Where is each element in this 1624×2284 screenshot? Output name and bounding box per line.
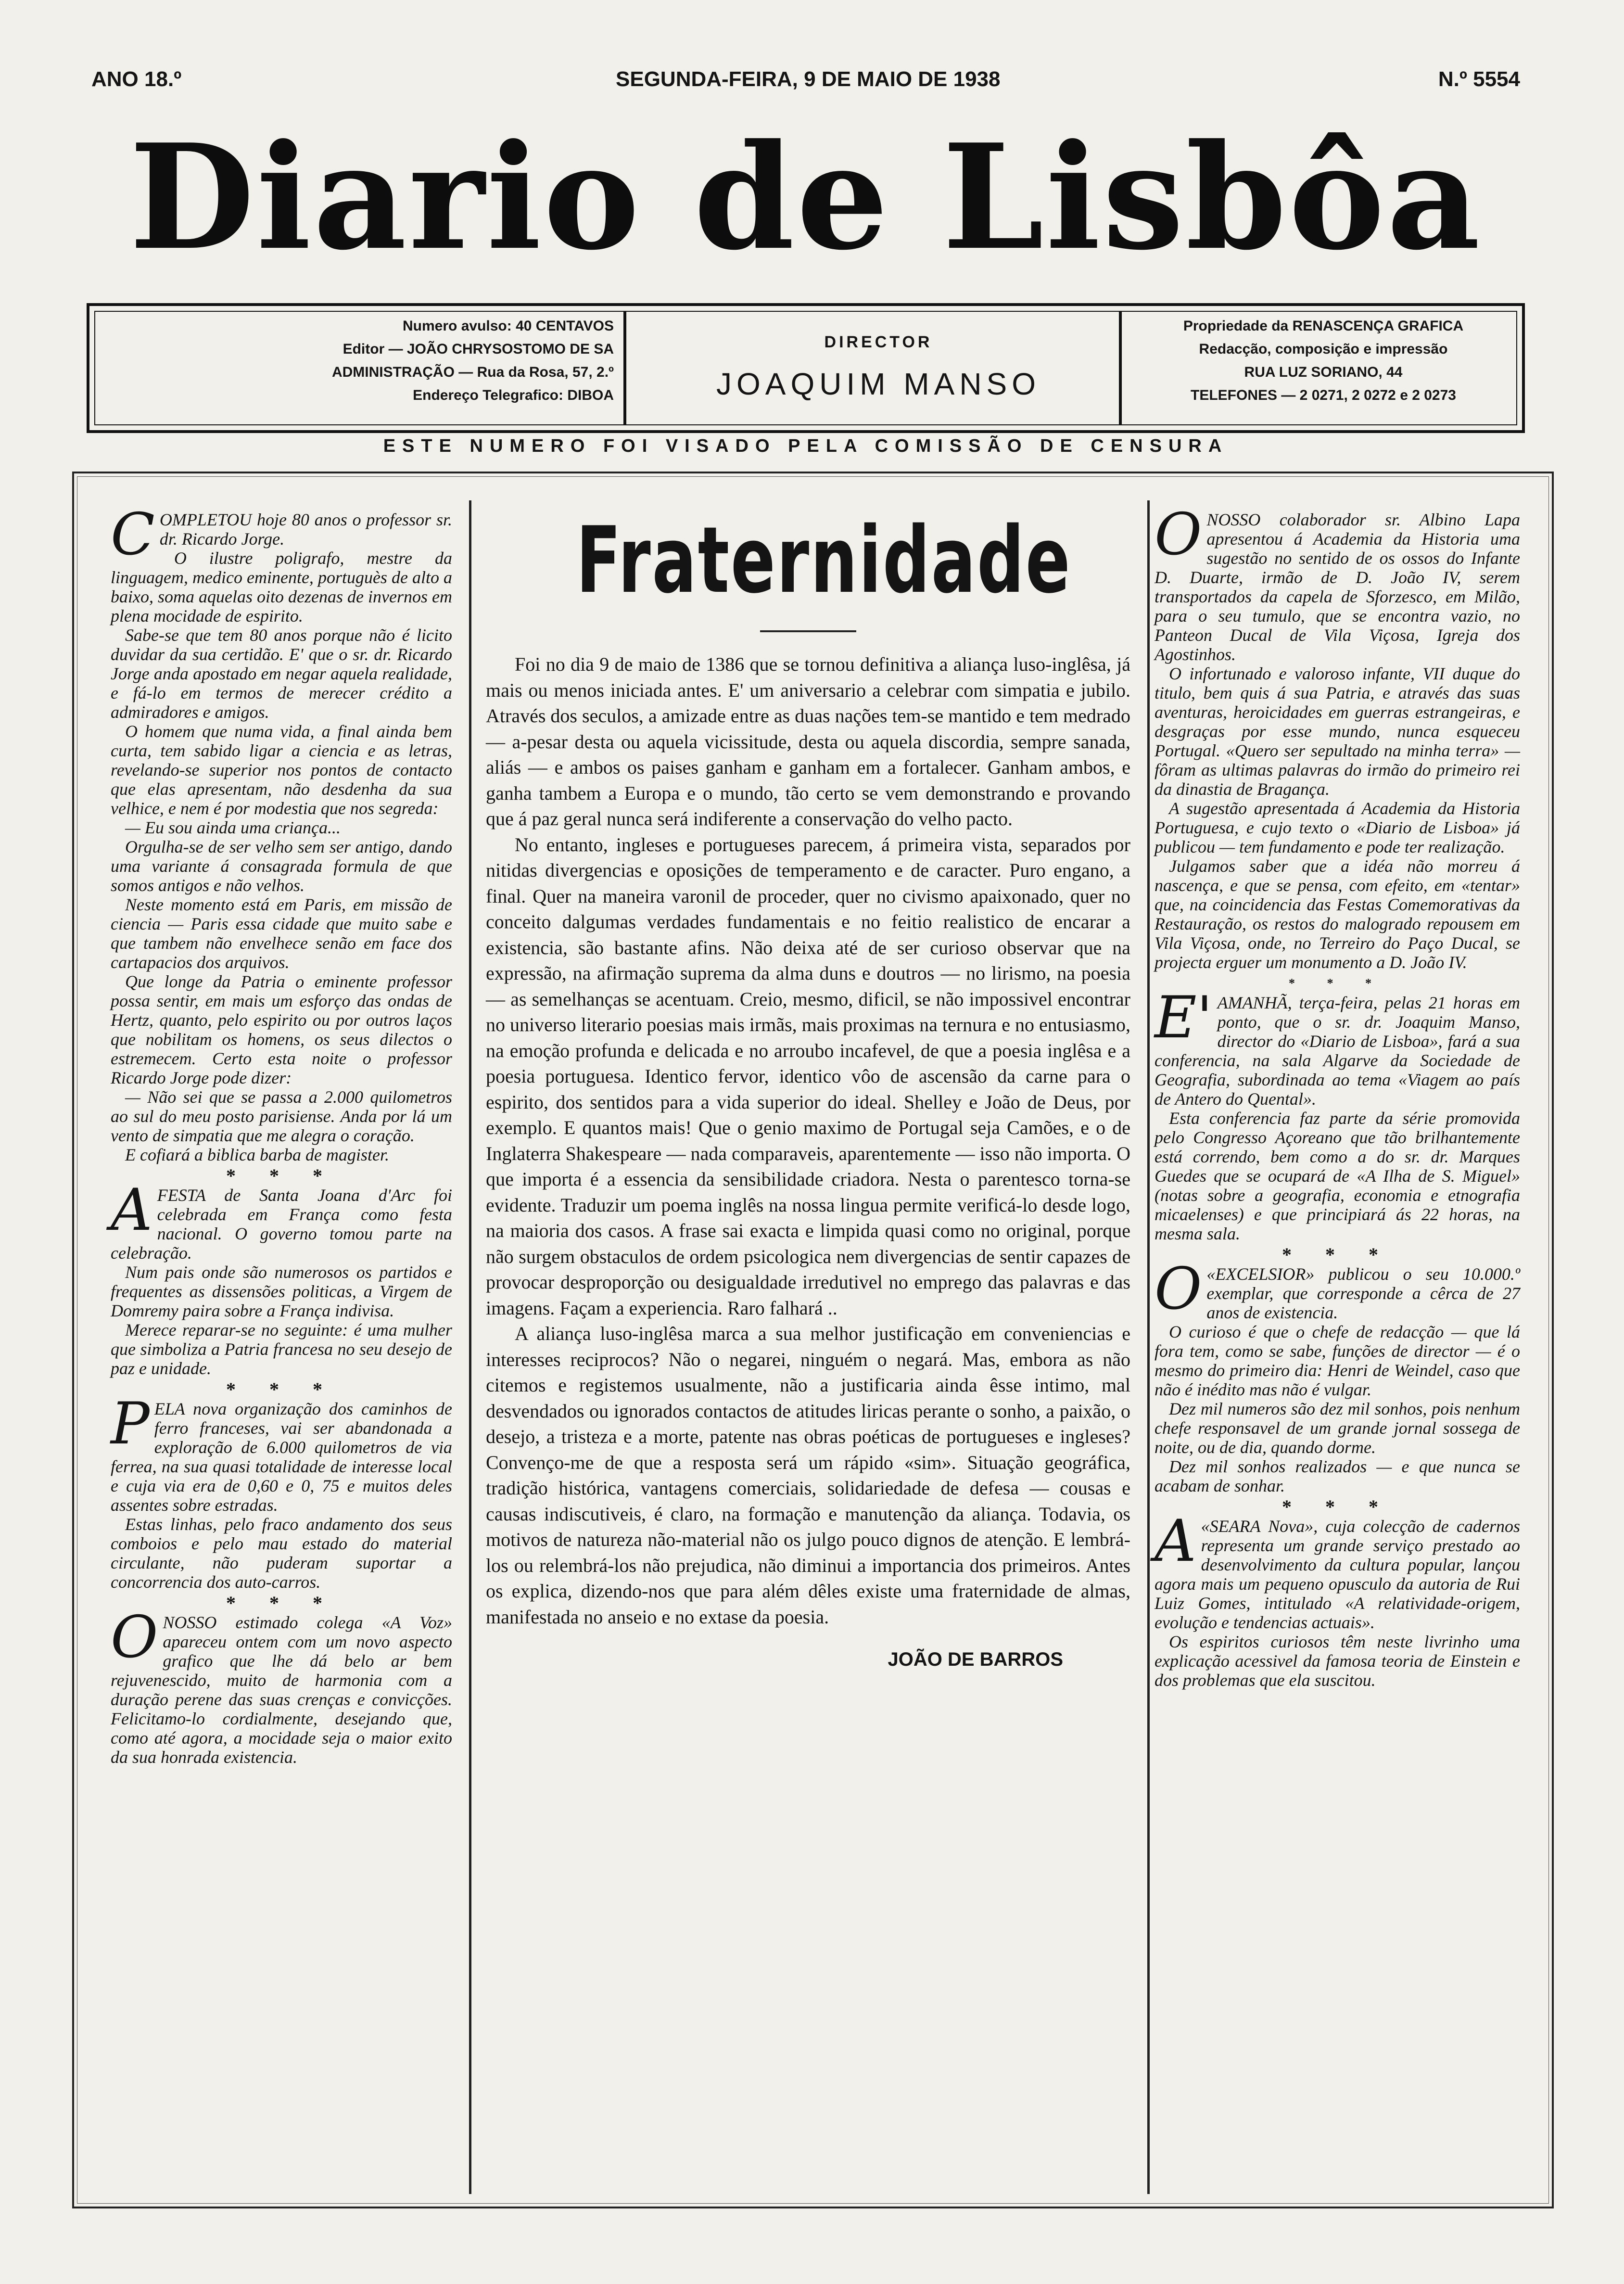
editor-line: Editor — JOÃO CHRYSOSTOMO DE SA bbox=[343, 341, 614, 357]
paragraph: A sugestão apresentada á Academia da Historia Portuguesa, e cujo texto o «Diario de Lisboa» já publicou — tem fundamento e pode ter realização. bbox=[1155, 799, 1520, 856]
column-rule bbox=[1147, 500, 1150, 2194]
paragraph: Esta conferencia faz parte da série promovida pelo Congresso Açoreano que tão brilhantemente está correndo, bem como a do sr. dr. Marques Guedes que se ocupará de «A Ilha de S. Miguel» (notas sobre a geografia, economia e etnografia micaelenses) e que principiará ás 22 horas, na mesma sala. bbox=[1155, 1109, 1520, 1243]
right-column bbox=[1155, 501, 1520, 1692]
paragraph: AMANHÃ, terça-feira, pelas 21 horas em ponto, que o sr. dr. Joaquim Manso, director do «Diario de Lisboa», fará a sua conferencia, na sala Algarve da Sociedade de Geografia, subordinada ao tema «Viagem ao país de Antero do Quental». bbox=[1155, 993, 1520, 1109]
headline-rule bbox=[760, 630, 856, 632]
price-line: Numero avulso: 40 CENTAVOS bbox=[403, 318, 614, 334]
drop-cap: O bbox=[1155, 501, 1202, 568]
paragraph: «SEARA Nova», cuja colecção de cadernos representa um grande serviço prestado ao desenvolvimento da cultura popular, lançou agora mais um pequeno opusculo da autoria de Rui Luiz Gomes, intitulado «A relatividade-origem, evolução e tendencias actuais». bbox=[1155, 1517, 1520, 1632]
paragraph: NOSSO colaborador sr. Albino Lapa apresentou á Academia da Historia uma sugestão no sentido de os ossos do Infante D. Duarte, irmão de D. João IV, serem transportados da capela de Sforzesco, em Milão, para o seu tumulo, que se encontra vazio, no Panteon Ducal de Vila Viçosa, Igreja dos Agostinhos. bbox=[1155, 510, 1520, 664]
paragraph: NOSSO estimado colega «A Voz» apareceu ontem com um novo aspecto grafico que lhe dá belo ar bem rejuvenescido, muito de harmonia com a duração perene das suas crenças e convicções. Felicitamo-lo cordialmente, desejando que, como até agora, a mocidade seja o maior exito da sua honrada existencia. bbox=[111, 1613, 452, 1767]
note-conferencia bbox=[1155, 984, 1520, 1243]
issue-date: SEGUNDA-FEIRA, 9 DE MAIO DE 1938 bbox=[616, 67, 1001, 91]
note-a-voz bbox=[111, 1604, 452, 1767]
phones-line: TELEFONES — 2 0271, 2 0272 e 2 0273 bbox=[1191, 387, 1456, 403]
paragraph: Neste momento está em Paris, em missão de ciencia — Paris essa cidade que muito sabe e que tambem não envelhece senão em face dos cartapacios dos arquivos. bbox=[111, 895, 452, 972]
redaction-line: Redacção, composição e impressão bbox=[1199, 341, 1448, 357]
paragraph: Orgulha-se de ser velho sem ser antigo, dando uma variante á consagrada formula de que somos antigos e não velhos. bbox=[111, 837, 452, 895]
drop-cap: A bbox=[1155, 1508, 1196, 1575]
info-divider bbox=[623, 312, 626, 424]
address-line: RUA LUZ SORIANO, 44 bbox=[1244, 364, 1403, 380]
paragraph: Estas linhas, pelo fraco andamento dos seus comboios e pelo mau estado do material circulante, não puderam suportar a concorrencia dos auto-carros. bbox=[111, 1515, 452, 1592]
drop-cap: P bbox=[111, 1391, 150, 1457]
director-name: JOAQUIM MANSO bbox=[716, 367, 1041, 401]
section-separator: * * * bbox=[226, 1378, 337, 1400]
paragraph: — Não sei que se passa a 2.000 quilometros ao sul do meu posto parisiense. Anda por lá um vento de simpatia que me alegra o coração. bbox=[111, 1087, 452, 1145]
info-director bbox=[643, 306, 1114, 430]
note-ricardo-jorge bbox=[111, 501, 452, 1164]
paragraph: O ilustre poligrafo, mestre da linguagem, medico eminente, portuguès de alto a baixo, soma aquelas oito dezenas de invernos em plena mocidade de espirito. bbox=[111, 549, 452, 625]
paragraph: Sabe-se que tem 80 anos porque não é licito duvidar da sua certidão. E' que o sr. dr. Ricardo Jorge anda apostado em negar aquela realidade, e fá-lo em termos de merecer crédito a admiradores e amigos. bbox=[111, 625, 452, 722]
drop-cap: O bbox=[1155, 1256, 1202, 1323]
paragraph: — Eu sou ainda uma criança... bbox=[125, 818, 341, 837]
issue-number: N.º 5554 bbox=[1438, 67, 1520, 91]
owner-line: Propriedade da RENASCENÇA GRAFICA bbox=[1183, 318, 1464, 334]
section-separator: * * * bbox=[226, 1592, 337, 1614]
paragraph: Dez mil numeros são dez mil sonhos, pois nenhum chefe responsavel de um grande jornal sossega de noite, ou de dia, quando dorme. bbox=[1155, 1399, 1520, 1457]
info-right bbox=[1133, 306, 1513, 430]
article-headline: Fraternidade bbox=[576, 507, 1072, 613]
drop-cap: C bbox=[111, 501, 155, 568]
paragraph: Julgamos saber que a idéa não morreu á nascença, e que se pensa, com efeito, em «tentar» que, na coincidencia das Festas Comemorativas da Restauração, os restos do malogrado repousem em Vila Viçosa, onde, no Terreiro do Paço Ducal, se projecta erguer um monumento a D. João IV. bbox=[1155, 856, 1520, 972]
note-infante-duarte bbox=[1155, 501, 1520, 972]
paragraph: Num pais onde são numerosos os partidos e frequentes as dissensões politicas, a Virgem de Domremy paira sobre a França indivisa. bbox=[111, 1263, 452, 1320]
paragraph: O infortunado e valoroso infante, VII duque do titulo, bem quis á sua Patria, e através das suas aventuras, heroicidades em guerras estrangeiras, e desgraças por esse mundo, nunca esqueceu Portugal. «Quero ser sepultado na minha terra» — fôram as ultimas palavras do irmão do primeiro rei da dinastia de Bragança. bbox=[1155, 664, 1520, 799]
paragraph: A aliança luso-inglêsa marca a sua melhor justificação em conveniencias e interesses reciprocos? Não o negarei, ninguém o negará. Mas, embora as não citemos e registemos usualmente, não a justificaria ainda êsse intimo, mal desvendados ou ignorados contactos de atitudes liricas perante o sonho, a paixão, o desejo, a tristeza e a morte, patente nas obras poéticas de portugueses e ingleses? Convenço-me de que a resposta será um rápido «sim». Situação geográfica, tradição histórica, vantagens comerciais, solidariedade de defesa — cousas e causas indiscutiveis, é claro, na formação e manutenção da aliança. Todavia, os motivos de natureza não-material não os julgo pouco dignos de atenção. E lembrá-los ou relembrá-los não prejudica, não diminui a importancia dos primeiros. Antes os explica, dizendo-nos que para além dêles existe uma fraternidade de almas, manifestada no anseio e no extase da poesia. bbox=[486, 1323, 1130, 1628]
main-article bbox=[486, 505, 1130, 1671]
left-column bbox=[111, 501, 452, 1769]
section-separator: * * * bbox=[1289, 976, 1386, 990]
note-seara-nova bbox=[1155, 1508, 1520, 1690]
paragraph: E cofiará a biblica barba de magister. bbox=[125, 1145, 389, 1164]
note-joana-darc bbox=[111, 1177, 452, 1378]
paragraph: Foi no dia 9 de maio de 1386 que se tornou definitiva a aliança luso-inglêsa, já mais ou menos iniciada antes. E' um aniversario a celebrar com simpatia e jubilo. Através dos seculos, a amizade entre as duas nações tem-se mantido e tem medrado — a-pesar desta ou aquela vicissitude, desta ou aquela discordia, sempre sanada, aliás — e ambos os paises ganham e ganham em a fortalecer. Ganham ambos, e ganha tambem a Europa e o mundo, tão certo se vem demonstrando e provando que á paz geral nunca será indiferente a conservação do velho pacto. bbox=[486, 653, 1130, 829]
article-byline: JOÃO DE BARROS bbox=[888, 1649, 1063, 1670]
drop-cap: E' bbox=[1155, 984, 1213, 1051]
section-separator: * * * bbox=[1282, 1244, 1393, 1265]
telegraph-line: Endereço Telegrafico: DIBOA bbox=[413, 387, 614, 403]
administration-line: ADMINISTRAÇÃO — Rua da Rosa, 57, 2.º bbox=[331, 364, 614, 380]
note-excelsior bbox=[1155, 1256, 1520, 1495]
paragraph: Dez mil sonhos realizados — e que nunca se acabam de sonhar. bbox=[1155, 1457, 1520, 1495]
masthead-title: Diario de Lisbôa bbox=[129, 112, 1483, 282]
paragraph: O homem que numa vida, a final ainda bem curta, tem sabido ligar a ciencia e as letras, revelando-se superior nos pontos de contacto que elas apresentam, não desdenha da sua velhice, e nem é por modestia que nos segreda: bbox=[111, 722, 452, 818]
paragraph: Os espiritos curiosos têm neste livrinho uma explicação acessivel da famosa teoria de Einstein e dos problemas que ela suscitou. bbox=[1155, 1632, 1520, 1690]
drop-cap: A bbox=[111, 1177, 152, 1244]
article-body bbox=[486, 651, 1130, 1630]
info-left bbox=[104, 306, 614, 430]
paragraph: FESTA de Santa Joana d'Arc foi celebrada em França como festa nacional. O governo tomou parte na celebração. bbox=[111, 1186, 452, 1263]
section-separator: * * * bbox=[226, 1165, 337, 1187]
section-separator: * * * bbox=[1282, 1496, 1393, 1518]
censorship-notice: ESTE NUMERO FOI VISADO PELA COMISSÃO DE CENSURA bbox=[383, 436, 1229, 456]
note-caminhos-de-ferro bbox=[111, 1391, 452, 1592]
paragraph: Merece reparar-se no seguinte: é uma mulher que simboliza a Patria francesa no seu desejo de paz e unidade. bbox=[111, 1320, 452, 1378]
drop-cap: O bbox=[111, 1604, 158, 1671]
director-label: DIRECTOR bbox=[824, 333, 933, 351]
paragraph: «EXCELSIOR» publicou o seu 10.000.º exemplar, que corresponde a cêrca de 27 anos de existencia. bbox=[1206, 1264, 1520, 1322]
year-label: ANO 18.º bbox=[91, 67, 182, 91]
paragraph: ELA nova organização dos caminhos de ferro franceses, vai ser abandonada a exploração de 6.000 quilometros de via ferrea, na sua quasi totalidade de interesse local e cuja via era de 0,60 e 0, 75 e muitos deles assentes sobre estradas. bbox=[111, 1399, 452, 1515]
paragraph: No entanto, ingleses e portugueses parecem, á primeira vista, separados por nitidas divergencias e oposições de temperamento e de caracter. Puro engano, a final. Quer na maneira varonil de proceder, quer no civismo apaixonado, quer no conceito dalgumas verdades fundamentais e no feitio realistico de encarar a existencia, são bastante afins. Não deixa até de ser curioso observar que na expressão, na afirmação suprema da alma duns e doutros — no lirismo, na poesia — as semelhanças se acentuam. Creio, mesmo, dificil, se não impossivel encontrar no universo literario poesias mais irmãs, mais proximas na ternura e no entusiasmo, na emoção profunda e delicada e no arroubo incafevel, de que a poesia inglêsa e a poesia portuguesa. Identico fervor, identico vôo de ascensão da carne para o espirito, dos sentidos para a vida superior do ideal. Shelley e João de Deus, por exemplo. E quantos mais! Que o genio maximo de Portugal seja Camões, e o de Inglaterra Shakespeare — nada comparaveis, aparentemente — isso não importa. O que importa é a essencia da sensibilidade criadora. Nesta o parentesco torna-se evidente. Traduzir um poema inglês na nossa lingua permite verificá-lo desde logo, na maioria dos casos. A frase sai exacta e limpida quasi como no original, porque não surgem obstaculos de ordem psicologica nem divergencias de sentir capazes de provocar desproporção ou desigualdade irredutivel no emprego das palavras e das imagens. Façam a experiencia. Raro falhará .. bbox=[486, 833, 1130, 1319]
info-box bbox=[87, 303, 1525, 433]
info-divider bbox=[1119, 312, 1122, 424]
paragraph: Que longe da Patria o eminente professor possa sentir, em mais um esforço das ondas de Hertz, quanto, pelo espirito ou por outros laços que nobilitam os homens, os seus dilectos o estremecem. Certo esta noite o professor Ricardo Jorge pode dizer: bbox=[111, 972, 452, 1087]
paragraph: O curioso é que o chefe de redacção — que lá fora tem, como se sabe, funções de director — é o mesmo do primeiro dia: Henri de Weindel, caso que não é inédito mas não é vulgar. bbox=[1155, 1322, 1520, 1399]
column-rule bbox=[469, 500, 471, 2194]
paragraph: OMPLETOU hoje 80 anos o professor sr. dr. Ricardo Jorge. bbox=[159, 510, 452, 549]
